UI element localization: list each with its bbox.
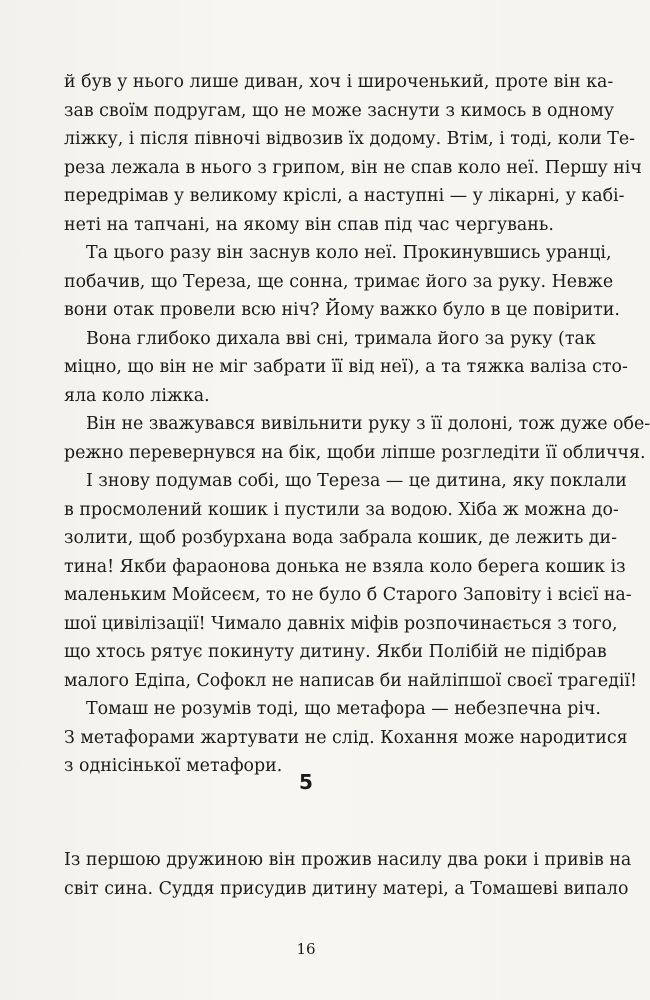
paragraph [64,846,632,903]
text-line: ліжку, і після півночі відвозив їх додому. Втім, і тоді, коли Те- [64,129,635,149]
text-line: реза лежала в нього з грипом, він не спав коло неї. Першу ніч [64,157,642,178]
text-line: яла коло ліжка. [64,385,210,406]
paragraph [64,695,628,781]
text-line: Та цього разу він заснув коло неї. Прокинувшись уранці, [86,243,612,263]
text-line: з однісінької метафори. [64,756,283,776]
text-line: зав своїм подругам, що не може заснути з кимось в одному [64,100,615,121]
text-line: Томаш не розумів тоді, що метафора — небезпечна річ. [86,699,601,719]
chapter-number: 5 [299,770,313,794]
text-line: в просмолений кошик і пустили за водою. Хіба ж можна до- [64,499,619,520]
paragraph [64,325,628,411]
text-line: Із першою дружиною він прожив насилу два роки і привів на [64,850,632,870]
text-line: що хтось рятує покинуту дитину. Якби Полібій не підібрав [64,642,607,662]
text-line: тина! Якби фараонова донька не взяла коло берега кошик із [64,556,626,577]
paragraph [64,68,642,239]
text-line: І знову подумав собі, що Тереза — це дитина, яку поклали [86,471,627,491]
text-line: З метафорами жартувати не слід. Кохання може народитися [64,727,628,748]
text-line: міцно, що він не міг забрати її від неї), а та тяжка валіза сто- [64,357,628,377]
text-line: малого Едіпа, Софокл не написав би найліпшої своєї трагедії! [64,670,638,691]
text-line: й був у нього лише диван, хоч і широченький, проте він ка- [64,72,614,92]
page-number: 16 [296,940,316,958]
text-line: вони отак провели всю ніч? Йому важко було в це повірити. [64,300,620,320]
text-line: маленьким Мойсеєм, то не було б Старого Заповіту і всієї на- [64,585,632,605]
body-text-bottom [64,846,632,903]
text-line: передрімав у великому кріслі, а наступні — у лікарні, у кабі- [64,186,625,206]
text-line: світ сина. Суддя присудив дитину матері, а Томашеві випало [64,878,629,899]
paragraph [64,467,638,695]
paragraph [64,410,650,467]
text-line: побачив, що Тереза, ще сонна, тримає його за руку. Невже [64,271,614,292]
text-line: режно перевернувся на бік, щоби ліпше розгледіти її обличчя. [64,442,646,463]
paragraph [64,239,620,325]
text-line: Він не зважувався вивільнити руку з її долоні, тож дуже обе- [86,414,650,434]
text-line: шої цивілізації! Чимало давніх міфів розпочинається з того, [64,613,618,634]
body-text-top [64,68,650,781]
text-line: Вона глибоко дихала вві сні, тримала його за руку (так [86,328,596,349]
text-line: золити, щоб розбурхана вода забрала кошик, де лежить ди- [64,528,617,548]
text-line: неті на тапчані, на якому він спав під час чергувань. [64,214,554,235]
